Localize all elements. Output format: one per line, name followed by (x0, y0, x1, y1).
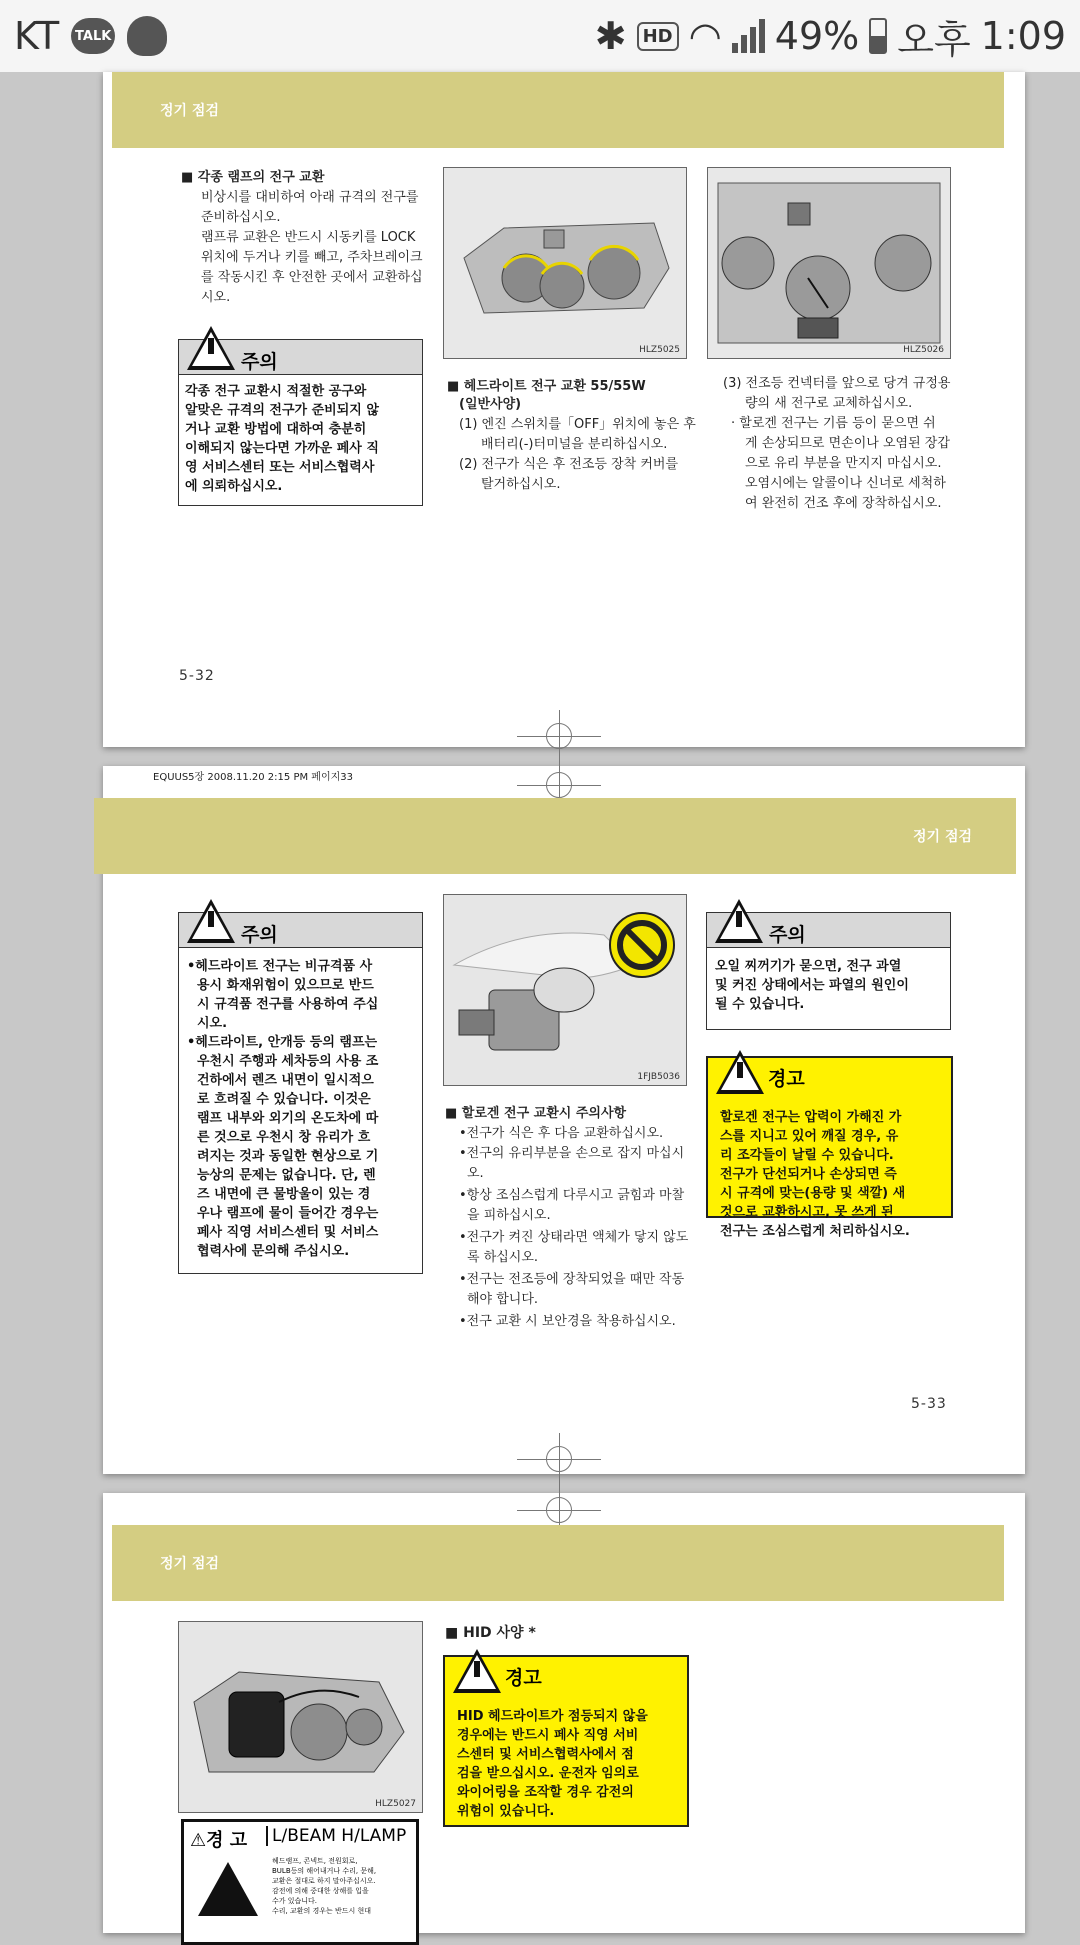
text-line: 경우에는 반드시 페사 직영 서비 (457, 1728, 639, 1743)
text-line: (3) 전조등 컨넥터를 앞으로 당겨 규정용 (723, 376, 951, 391)
text-line: 에 의뢰하십시오. (185, 479, 283, 494)
kakaotalk-icon: TALK (71, 18, 115, 54)
caution-text (187, 957, 415, 1261)
text-line: 비상시를 대비하여 아래 규격의 전구를 (201, 190, 419, 205)
text-line: 여 완전히 건조 후에 장착하십시오. (745, 496, 942, 511)
text-line: 것으로 교환하시고, 못 쓰게 된 (720, 1205, 894, 1220)
status-left (14, 14, 167, 58)
warning-triangle-icon (453, 1649, 501, 1693)
caution-header (179, 913, 422, 948)
text-line: 오일 찌꺼기가 묻으면, 전구 과열 (715, 959, 902, 974)
section-title: 정기 점검 (160, 1556, 219, 1572)
text-line: 위험이 있습니다. (457, 1804, 555, 1819)
text-line: 용시 화재위험이 있으므로 반드 (197, 978, 374, 993)
text-line: 검을 받으십시오. 운전자 임의로 (457, 1766, 639, 1781)
text-line: 으로 유리 부분을 만지지 마십시오. (745, 456, 942, 471)
warning-label: 경고 (505, 1667, 542, 1689)
section-band (94, 798, 1016, 874)
crop-mark (546, 723, 572, 749)
headlight-title: ■ 헤드라이트 전구 교환 55/55W (447, 379, 646, 394)
text-line: 록 하십시오. (467, 1250, 539, 1265)
sticker-beam-title: L/BEAM H/LAMP (266, 1826, 406, 1846)
text-line: 오염시에는 알콜이나 신너로 세척하 (745, 476, 946, 491)
section-band (112, 72, 1004, 148)
caution-label: 주의 (241, 351, 278, 373)
text-line: 전구는 조심스럽게 처리하십시오. (720, 1224, 910, 1239)
text-line: 램프류 교환은 반드시 시동키를 LOCK (201, 230, 416, 245)
text-line: 와이어링을 조작할 경우 감전의 (457, 1785, 634, 1800)
text-line: 할로겐 전구는 압력이 가해진 가 (720, 1110, 902, 1125)
document-page-5-32[interactable] (103, 72, 1025, 747)
halogen-title: ■ 할로겐 전구 교환시 주의사항 (445, 1106, 627, 1121)
text-line: 시오. (201, 290, 231, 305)
text-line: 페사 직영 서비스센터 및 서비스 (197, 1225, 379, 1240)
caution-box (178, 339, 423, 506)
page-number: 5-32 (179, 668, 215, 684)
halogen-warning-box (706, 1056, 953, 1239)
signal-icon (732, 19, 765, 53)
warning-triangle-icon (716, 1050, 764, 1094)
text-line: BULB등의 해어내거나 수리, 문해, (272, 1867, 377, 1875)
warning-triangle-icon (187, 899, 235, 943)
text-line: •항상 조심스럽게 다루시고 긁힘과 마찰 (459, 1188, 685, 1203)
text-line: 배터리(-)터미널을 분리하십시오. (481, 437, 668, 452)
halogen-list (459, 1124, 701, 1332)
print-header-meta: EQUUS5장 2008.11.20 2:15 PM 페이지33 (153, 772, 353, 783)
text-line: 리 조각들이 날릴 수 있습니다. (720, 1148, 894, 1163)
text-line: 탈거하십시오. (481, 477, 561, 492)
text-line: (2) 전구가 식은 후 전조등 장착 커버를 (459, 457, 679, 472)
text-line: 로 흐려질 수 있습니다. 이것은 (197, 1092, 371, 1107)
section-band (112, 1525, 1004, 1601)
clock: 1:09 (980, 14, 1066, 58)
battery-percent: 49% (774, 14, 860, 58)
warning-triangle-icon (187, 326, 235, 370)
oil-caution-box (706, 912, 951, 1030)
skull-icon (127, 16, 167, 56)
text-line: 를 작동시킨 후 안전한 곳에서 교환하십 (201, 270, 423, 285)
warning-triangle-icon (715, 899, 763, 943)
text-line: 될 수 있습니다. (715, 997, 805, 1012)
hid-warning-box (443, 1655, 689, 1827)
text-line: 능상의 문제는 없습니다. 단, 렌 (197, 1168, 376, 1183)
figure-code: HLZ5025 (639, 345, 680, 355)
lamp-text (201, 188, 433, 308)
text-line: 이해되지 않는다면 가까운 페사 직 (185, 441, 379, 456)
text-line: 위치에 두거나 키를 빼고, 주차브레이크 (201, 250, 423, 265)
hid-warning-label-sticker (181, 1819, 419, 1945)
text-line: 각종 전구 교환시 적절한 공구와 (185, 384, 367, 399)
text-line: 스를 지니고 있어 깨질 경우, 유 (720, 1129, 899, 1144)
battery-icon (869, 18, 887, 54)
warning-text (457, 1707, 677, 1821)
text-line: 수리, 교환의 경우는 반드시 현대 (272, 1907, 372, 1915)
carrier-label: KT (14, 14, 60, 58)
headlamp-figure-2 (707, 167, 951, 359)
text-line: 스센터 및 서비스협력사에서 점 (457, 1747, 634, 1762)
text-line: 건하에서 렌즈 내면이 일시적으 (197, 1073, 374, 1088)
text-line: 즈 내면에 큰 물방울이 있는 경 (197, 1187, 371, 1202)
text-line: •전구는 전조등에 장착되었을 때만 작동 (459, 1272, 685, 1287)
text-line: (1) 엔진 스위치를「OFF」위치에 놓은 후 (459, 417, 696, 432)
text-line: •헤드라이트, 안개등 등의 램프는 (187, 1035, 378, 1050)
electric-hazard-icon (198, 1862, 258, 1916)
text-line: •전구가 식은 후 다음 교환하십시오. (459, 1126, 664, 1141)
text-line: 교환은 절대로 하지 말아주십시오. (272, 1877, 376, 1885)
figure-code: HLZ5027 (375, 1799, 416, 1809)
text-line: 른 것으로 우천시 창 유리가 흐 (197, 1130, 371, 1145)
text-line: 램프 내부와 외기의 온도차에 따 (197, 1111, 379, 1126)
document-page-5-33[interactable] (103, 766, 1025, 1474)
text-line: 을 피하십시오. (467, 1208, 551, 1223)
text-line: 영 서비스센터 또는 서비스협력사 (185, 460, 375, 475)
section-title: 정기 점검 (913, 829, 972, 845)
status-right (594, 14, 1066, 62)
page-number: 5-33 (911, 1396, 947, 1412)
text-line: 거나 교환 방법에 대하여 충분히 (185, 422, 367, 437)
sticker-text (272, 1856, 376, 1916)
text-line: 시 규격에 맞는(용량 및 색깔) 새 (720, 1186, 906, 1201)
warning-label: 경고 (768, 1068, 805, 1090)
text-line: 려지는 것과 동일한 현상으로 기 (197, 1149, 379, 1164)
headlight-subtitle: (일반사양) (459, 397, 522, 412)
lamp-title: ■ 각종 램프의 전구 교환 (181, 170, 325, 185)
text-line: 우천시 주행과 세차등의 사용 조 (197, 1054, 379, 1069)
warning-text (720, 1108, 942, 1241)
text-line: 시 규격품 전구를 사용하여 주십 (197, 997, 379, 1012)
halogen-bulb-figure (443, 894, 687, 1086)
ampm-label: 오후 (897, 17, 971, 62)
sticker-warning-title: ⚠경 고 (190, 1830, 248, 1851)
step3-text (723, 374, 963, 514)
caution-label: 주의 (241, 924, 278, 946)
caution-text (715, 957, 943, 1014)
headlamp-detail-illustration (708, 168, 950, 358)
figure-code: 1FJB5036 (637, 1072, 680, 1082)
text-line: HID 헤드라이트가 점등되지 않을 (457, 1709, 648, 1724)
hd-voice-icon: HD (637, 22, 679, 51)
crop-mark (546, 772, 572, 798)
hid-headlamp-figure (178, 1621, 423, 1813)
text-line: 량의 새 전구로 교체하십시오. (745, 396, 913, 411)
hid-title: ■ HID 사양 * (445, 1625, 536, 1641)
text-line: · 할로겐 전구는 기름 등이 묻으면 쉬 (731, 416, 936, 431)
text-line: •전구의 유리부분을 손으로 잡지 마십시 (459, 1146, 685, 1161)
hand-holding-bulb-illustration (444, 895, 686, 1085)
text-line: 전구가 단선되거나 손상되면 즉 (720, 1167, 897, 1182)
text-line: •헤드라이트 전구는 비규격품 사 (187, 959, 373, 974)
bluetooth-icon: ✱ (594, 14, 627, 58)
text-line: 게 손상되므로 면손이나 오염된 장갑 (745, 436, 950, 451)
text-line: 시오. (197, 1016, 228, 1031)
caution-box (178, 912, 423, 1274)
text-line: •전구 교환 시 보안경을 착용하십시오. (459, 1314, 676, 1329)
warning-header (708, 1058, 951, 1092)
wifi-icon: ◠ (688, 14, 722, 58)
document-page-5-34[interactable] (103, 1493, 1025, 1933)
text-line: 수가 있습니다. (272, 1897, 318, 1905)
caution-header (707, 913, 950, 948)
text-line: 오. (467, 1166, 484, 1181)
headlamp-rear-illustration (444, 168, 686, 358)
text-line: 우나 램프에 물이 들어간 경우는 (197, 1206, 379, 1221)
crop-mark (546, 1497, 572, 1523)
section-title: 정기 점검 (160, 103, 219, 119)
text-line: 감전에 의해 중대한 상해를 입을 (272, 1887, 369, 1895)
text-line: 및 커진 상태에서는 파열의 원인이 (715, 978, 909, 993)
text-line: 준비하십시오. (201, 210, 281, 225)
text-line: 협력사에 문의해 주십시오. (197, 1244, 350, 1259)
figure-code: HLZ5026 (903, 345, 944, 355)
crop-mark (546, 1446, 572, 1472)
headlight-steps (459, 415, 699, 495)
warning-header (445, 1657, 687, 1691)
caution-label: 주의 (769, 924, 806, 946)
text-line: •전구가 켜진 상태라면 액체가 닿지 않도 (459, 1230, 689, 1245)
text-line: 헤드램프, 콘넥트, 전원회로, (272, 1857, 358, 1865)
headlamp-figure-1 (443, 167, 687, 359)
hid-headlamp-illustration (179, 1622, 422, 1812)
status-bar (0, 0, 1080, 72)
caution-header (179, 340, 422, 375)
caution-text (185, 382, 417, 496)
text-line: 해야 합니다. (467, 1292, 539, 1307)
text-line: 알맞은 규격의 전구가 준비되지 않 (185, 403, 379, 418)
